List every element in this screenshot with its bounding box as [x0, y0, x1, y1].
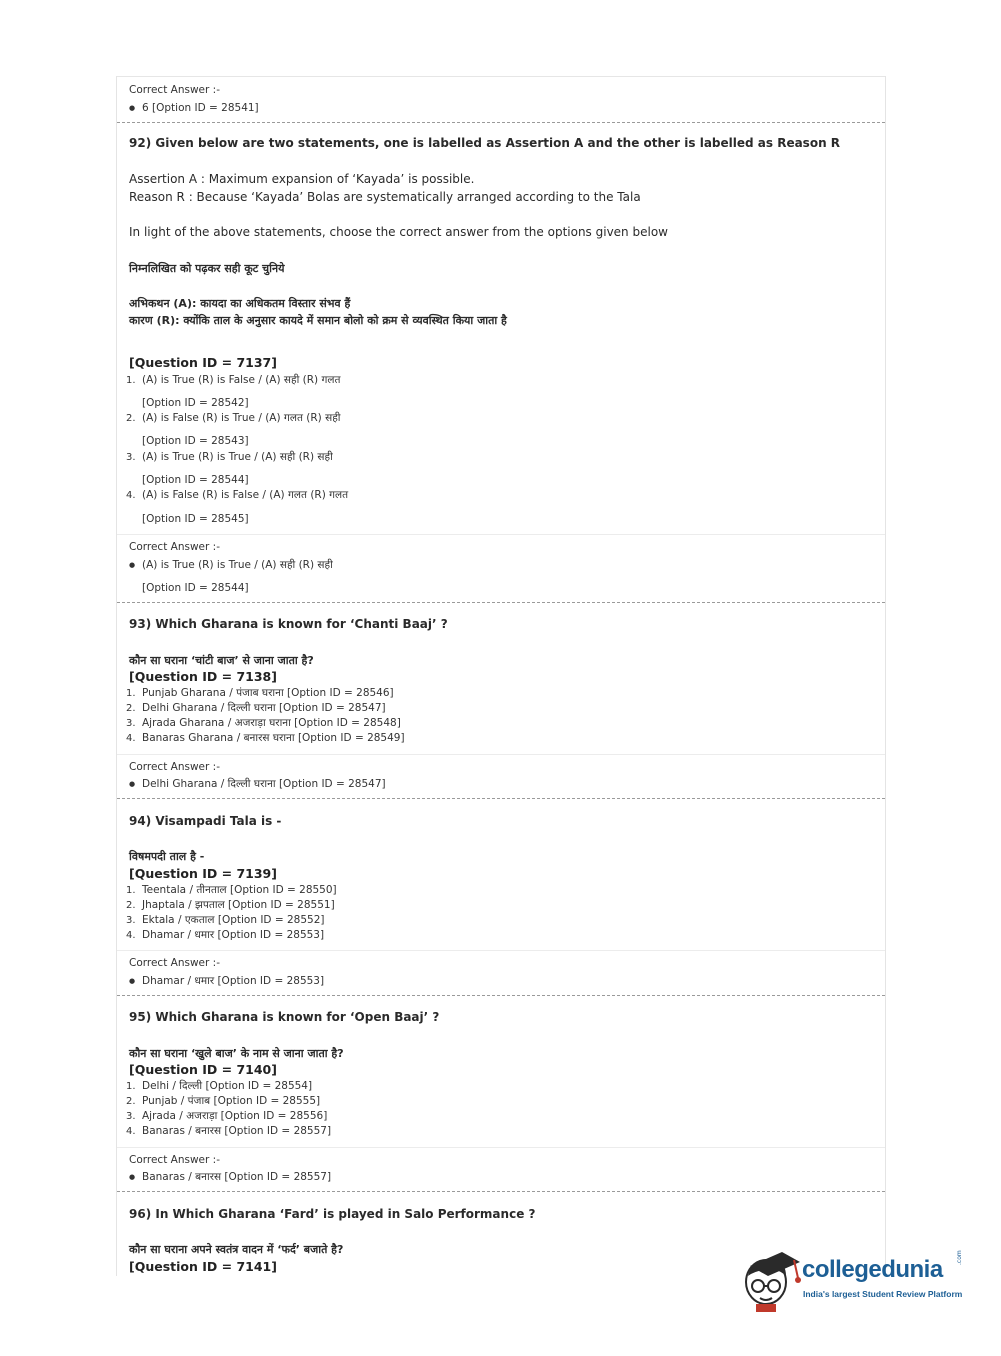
- hindi-question: कौन सा घराना ‘चांटी बाज’ से जाना जाता है?: [129, 654, 314, 667]
- answer-separator: [117, 1147, 885, 1148]
- option-text: Teentala / तीनताल [Option ID = 28550]: [142, 884, 337, 896]
- instruction: In light of the above statements, choose the correct answer from the options given below: [129, 225, 668, 239]
- option-number: 3.: [126, 718, 136, 729]
- option-text: Dhamar / धमार [Option ID = 28553]: [142, 929, 325, 941]
- answer-separator: [117, 950, 885, 951]
- option-id: [Option ID = 28543]: [142, 435, 249, 447]
- question-96: 96) In Which Gharana ‘Fard’ is played in Salo Performance ?: [129, 1207, 536, 1221]
- correct-answer-id: [Option ID = 28544]: [142, 582, 249, 594]
- option-text: Jhaptala / झपताल [Option ID = 28551]: [142, 899, 335, 911]
- correct-answer: ● (A) is True (R) is True / (A) सही (R) सही: [142, 559, 333, 572]
- option-number: 3.: [126, 452, 136, 463]
- correct-answer: ● Delhi Gharana / दिल्ली घराना [Option ID = 28547]: [142, 778, 386, 791]
- logo-tagline: India's largest Student Review Platform: [803, 1289, 963, 1299]
- option-text: (A) is True (R) is False / (A) सही (R) गलत: [142, 374, 341, 386]
- answer-separator: [117, 754, 885, 755]
- option-text: Ajrada / अजराड़ा [Option ID = 28556]: [142, 1110, 328, 1122]
- option-text: (A) is False (R) is True / (A) गलत (R) सही: [142, 412, 341, 424]
- option-text: Punjab Gharana / पंजाब घराना [Option ID = 28546]: [142, 687, 394, 699]
- divider: [117, 122, 885, 123]
- divider: [117, 995, 885, 996]
- option-number: 4.: [126, 490, 136, 501]
- option-number: 1.: [126, 1081, 136, 1092]
- hindi-question: कौन सा घराना अपने स्वतंत्र वादन में ‘फर्द’ बजाते है?: [129, 1243, 344, 1256]
- mascot-icon: [742, 1248, 802, 1312]
- question-95: 95) Which Gharana is known for ‘Open Baaj’ ?: [129, 1010, 440, 1024]
- question-92: 92) Given below are two statements, one is labelled as Assertion A and the other is labelled as Reason R: [129, 136, 841, 150]
- correct-answer-label: Correct Answer :-: [129, 84, 220, 96]
- option-number: 4.: [126, 733, 136, 744]
- question-id: [Question ID = 7138]: [129, 669, 277, 684]
- option-text: (A) is True (R) is True / (A) सही (R) सही: [142, 451, 333, 463]
- hindi-assertion: अभिकथन (A): कायदा का अधिकतम विस्तार संभव हैं: [129, 297, 351, 310]
- option-id: [Option ID = 28545]: [142, 513, 249, 525]
- question-id: [Question ID = 7137]: [129, 355, 277, 370]
- option-text: Ajrada Gharana / अजराड़ा घराना [Option ID = 28548]: [142, 717, 401, 729]
- collegedunia-logo: [742, 1248, 972, 1312]
- option-text: Ektala / एकताल [Option ID = 28552]: [142, 914, 325, 926]
- question-94: 94) Visampadi Tala is -: [129, 814, 282, 828]
- option-id: [Option ID = 28544]: [142, 474, 249, 486]
- hindi-instruction: निम्नलिखित को पढ़कर सही कूट चुनिये: [129, 262, 285, 275]
- assertion-a: Assertion A : Maximum expansion of ‘Kayada’ is possible.: [129, 172, 475, 186]
- option-number: 1.: [126, 375, 136, 386]
- option-number: 2.: [126, 413, 136, 424]
- option-text: Punjab / पंजाब [Option ID = 28555]: [142, 1095, 321, 1107]
- option-number: 1.: [126, 688, 136, 699]
- correct-answer: ● 6 [Option ID = 28541]: [142, 102, 259, 115]
- divider: [117, 602, 885, 603]
- question-93: 93) Which Gharana is known for ‘Chanti Baaj’ ?: [129, 617, 448, 631]
- logo-domain: .com: [956, 1250, 963, 1265]
- correct-answer-label: Correct Answer :-: [129, 541, 220, 553]
- option-text: Banaras Gharana / बनारस घराना [Option ID = 28549]: [142, 732, 405, 744]
- option-text: Banaras / बनारस [Option ID = 28557]: [142, 1125, 332, 1137]
- reason-r: Reason R : Because ‘Kayada’ Bolas are systematically arranged according to the Tala: [129, 190, 641, 204]
- option-number: 4.: [126, 930, 136, 941]
- divider: [117, 1191, 885, 1192]
- hindi-reason: कारण (R): क्योंकि ताल के अनुसार कायदे में समान बोलो को क्रम से व्यवस्थित किया जाता है: [129, 314, 507, 327]
- hindi-question: कौन सा घराना ‘खुले बाज’ के नाम से जाना जाता है?: [129, 1047, 344, 1060]
- option-number: 2.: [126, 1096, 136, 1107]
- option-text: Delhi / दिल्ली [Option ID = 28554]: [142, 1080, 313, 1092]
- question-id: [Question ID = 7140]: [129, 1062, 277, 1077]
- correct-answer: ● Dhamar / धमार [Option ID = 28553]: [142, 975, 324, 988]
- exam-page: [116, 76, 886, 1276]
- option-number: 2.: [126, 900, 136, 911]
- option-number: 2.: [126, 703, 136, 714]
- logo-wordmark: collegedunia: [802, 1256, 943, 1283]
- option-number: 3.: [126, 915, 136, 926]
- correct-answer-label: Correct Answer :-: [129, 957, 220, 969]
- option-text: (A) is False (R) is False / (A) गलत (R) गलत: [142, 489, 349, 501]
- question-id: [Question ID = 7139]: [129, 866, 277, 881]
- correct-answer: ● Banaras / बनारस [Option ID = 28557]: [142, 1171, 331, 1184]
- option-number: 1.: [126, 885, 136, 896]
- correct-answer-label: Correct Answer :-: [129, 761, 220, 773]
- answer-separator: [117, 534, 885, 535]
- correct-answer-label: Correct Answer :-: [129, 1154, 220, 1166]
- divider: [117, 798, 885, 799]
- top-rule: [117, 76, 885, 77]
- option-number: 4.: [126, 1126, 136, 1137]
- question-id: [Question ID = 7141]: [129, 1259, 277, 1274]
- hindi-question: विषमपदी ताल है -: [129, 850, 205, 863]
- option-id: [Option ID = 28542]: [142, 397, 249, 409]
- option-text: Delhi Gharana / दिल्ली घराना [Option ID = 28547]: [142, 702, 386, 714]
- option-number: 3.: [126, 1111, 136, 1122]
